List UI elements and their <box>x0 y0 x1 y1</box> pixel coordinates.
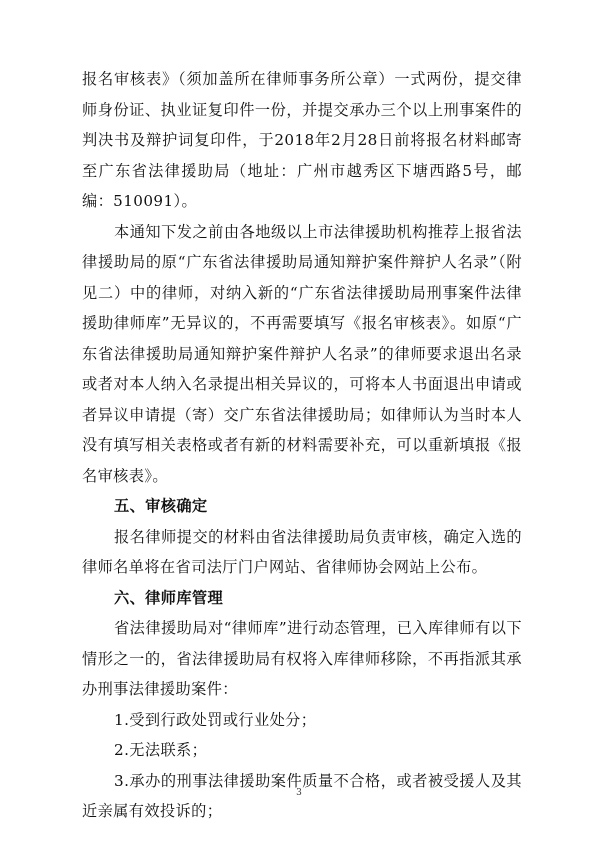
section-heading-management: 六、律师库管理 <box>114 588 224 607</box>
paragraph-management: 省法律援助局对“律师库”进行动态管理，已入库律师有以下情形之一的，省法律援助局有权将入库律师移除，不再指派其承办刑事法律援助案件： <box>82 619 522 698</box>
list-item: 1.受到行政处罚或行业处分； <box>114 710 317 729</box>
paragraph-notice: 本通知下发之前由各地级以上市法律援助机构推荐上报省法律援助局的原“广东省法律援助局通知辩护案件辩护人名录”（附见二）中的律师，对纳入新的“广东省法律援助局刑事案件法律援助律师库”无异议的，不再需要填写《报名审核表》。如原“广东省法律援助局通知辩护案件辩护人名录”的律师要求退出名录或者对本人纳入名录提出相关异议的，可将本人书面退出申请或者异议申请提（寄）交广东省法律援助局；如律师认为当时本人没有填写相关表格或者有新的材料需要补充，可以重新填报《报名审核表》。 <box>82 222 522 485</box>
paragraph-continued: 报名审核表》（须加盖所在律师事务所公章）一式两份，提交律师身份证、执业证复印件一份，并提交承办三个以上刑事案件的判决书及辩护词复印件，于2018年2月28日前将报名材料邮寄至广东省法律援助局（地址：广州市越秀区下塘西路5号，邮编：510091）。 <box>82 70 522 210</box>
document-body <box>82 64 522 827</box>
paragraph-review: 报名律师提交的材料由省法律援助局负责审核，确定入选的律师名单将在省司法厅门户网站、省律师协会网站上公布。 <box>82 527 522 576</box>
page-number: 3 <box>296 788 302 798</box>
section-heading-review: 五、审核确定 <box>114 497 208 515</box>
list-item: 3.承办的刑事法律援助案件质量不合格，或者被受援人及其近亲属有效投诉的； <box>82 771 522 820</box>
list-item: 2.无法联系； <box>114 741 208 759</box>
